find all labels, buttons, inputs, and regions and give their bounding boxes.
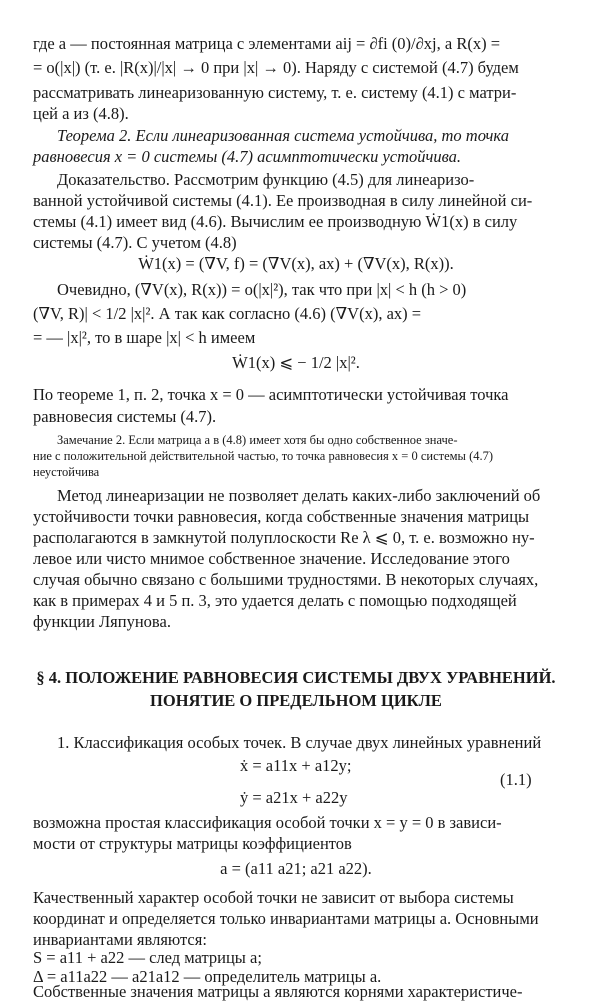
text-class-1: возможна простая классификация особой точки x = y = 0 в зависи- (33, 813, 502, 832)
remark-line-1: Замечание 2. Если матрица a в (4.8) имеет хотя бы одно собственное значе- (57, 433, 458, 447)
proof-line-5: Очевидно, (∇V(x), R(x)) = o(|x|²), так что при |x| < h (h > 0) (57, 280, 467, 299)
remark-line-2: ние с положительной действительной частью, то точка равновесия x = 0 системы (4.7) (33, 449, 494, 463)
text-line-4: цей a из (4.8). (33, 104, 129, 123)
remark-line-3: неустойчива (33, 465, 100, 479)
matrix-formula: a = (a11 a21; a21 a22). (220, 859, 372, 878)
para-line-1: Метод линеаризации не позволяет делать каких-либо заключений об (57, 486, 541, 505)
para-line-3: располагаются в замкнутой полуплоскости Re λ ⩽ 0, т. е. возможно ну- (33, 528, 535, 547)
text-line-1: где a — постоянная матрица с элементами aij = ∂fi (0)/∂xj, a R(x) = (33, 34, 500, 53)
proof-line-4: системы (4.7). С учетом (4.8) (33, 233, 237, 252)
equation-y: ẏ = a21x + a22y (240, 788, 348, 807)
proof-line-1: Доказательство. Рассмотрим функцию (4.5) для линеаризо- (57, 170, 475, 189)
section-heading-1: § 4. ПОЛОЖЕНИЕ РАВНОВЕСИЯ СИСТЕМЫ ДВУХ УРАВНЕНИЙ. (36, 668, 556, 687)
proof-line-2: ванной устойчивой системы (4.1). Ее производная в силу линейной си- (33, 191, 533, 210)
para-line-2: устойчивости точки равновесия, когда собственные значения матрицы (33, 507, 530, 526)
equation-x: ẋ = a11x + a12y; (240, 756, 352, 775)
proof-line-6: (∇V, R)| < 1/2 |x|². А так как согласно (4.6) (∇V(x), ax) = (33, 304, 422, 323)
para-line-5: случая обычно связано с большими трудностями. В некоторых случаях, (33, 570, 539, 589)
trace-definition: S = a11 + a22 — след матрицы a; (33, 948, 262, 967)
text-invariants-3: инвариантами являются: (33, 930, 207, 949)
proof-line-3: стемы (4.1) имеет вид (4.6). Вычислим ее производную Ẇ1(x) в силу (33, 212, 518, 231)
text-invariants-1: Качественный характер особой точки не зависит от выбора системы (33, 888, 514, 907)
theorem-line-1: Теорема 2. Если линеаризованная система устойчива, то точка (57, 126, 509, 145)
text-class-2: мости от структуры матрицы коэффициентов (33, 834, 352, 853)
text-line-2: = o(|x|) (т. е. |R(x)|/|x| → 0 при |x| → 0). Наряду с системой (4.7) будем (33, 58, 519, 77)
para-line-4: левое или чисто мнимое собственное значение. Исследование этого (33, 549, 510, 568)
determinant-definition: Δ = a11a22 — a21a12 — определитель матрицы a. (33, 967, 382, 986)
equation-number: (1.1) (500, 770, 532, 789)
proof-line-8: По теореме 1, п. 2, точка x = 0 — асимптотически устойчивая точка (33, 385, 509, 404)
para-line-7: функции Ляпунова. (33, 612, 171, 631)
formula-derivative: Ẇ1(x) = (∇V, f) = (∇V(x), ax) + (∇V(x), R(x)). (138, 254, 454, 273)
text-line-3: рассматривать линеаризованную систему, т. е. систему (4.1) с матри- (33, 83, 517, 102)
para-line-6: как в примерах 4 и 5 п. 3, это удается делать с помощью подходящей (33, 591, 517, 610)
proof-line-7: = — |x|², то в шаре |x| < h имеем (33, 328, 256, 347)
formula-estimate: Ẇ1(x) ⩽ − 1/2 |x|². (232, 353, 360, 372)
eigen-line-1: Собственные значения матрицы a являются корнями характеристиче- (33, 982, 523, 1001)
section-heading-2: ПОНЯТИЕ О ПРЕДЕЛЬНОМ ЦИКЛЕ (150, 691, 442, 710)
proof-line-9: равновесия системы (4.7). (33, 407, 217, 426)
text-invariants-2: координат и определяется только инвариантами матрицы a. Основными (33, 909, 539, 928)
theorem-line-2: равновесия x = 0 системы (4.7) асимптотически устойчива. (33, 147, 462, 166)
subsection-line: 1. Классификация особых точек. В случае двух линейных уравнений (57, 733, 542, 752)
